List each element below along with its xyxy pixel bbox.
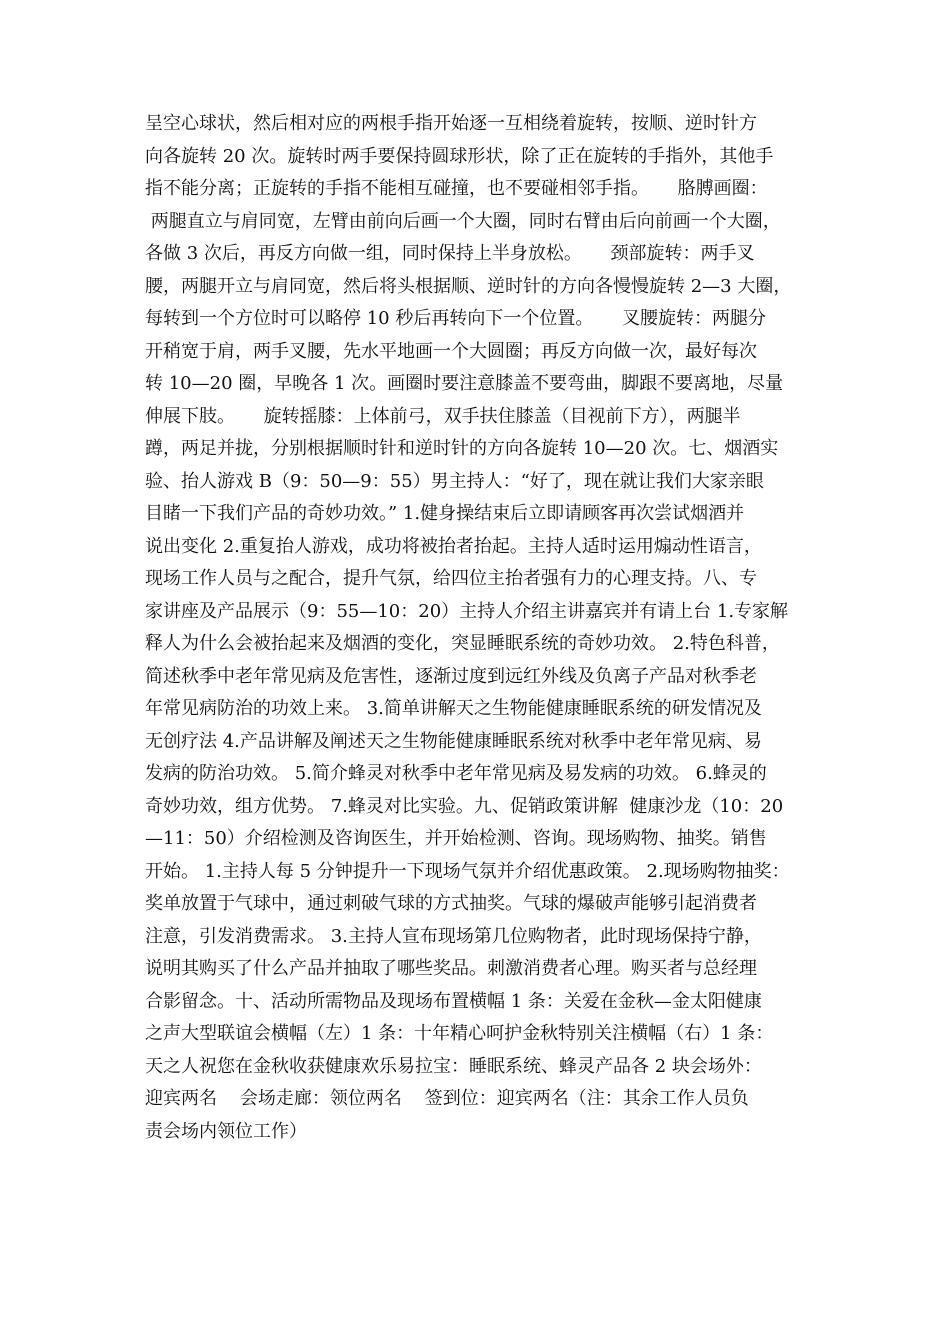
text-line: 转 10—20 圈，早晚各 1 次。画圈时要注意膝盖不要弯曲，脚跟不要离地，尽量 bbox=[145, 373, 784, 394]
text-line: 伸展下肢。 旋转摇膝：上体前弓，双手扶住膝盖（目视前下方），两腿半 bbox=[145, 405, 741, 427]
text-line: 奇妙功效，组方优势。 7.蜂灵对比实验。九、促销政策讲解 健康沙龙（10：20 bbox=[145, 795, 784, 817]
text-line: 呈空心球状，然后相对应的两根手指开始逐一互相绕着旋转，按顺、逆时针方 bbox=[145, 113, 757, 134]
text-line: 释人为什么会被抬起来及烟酒的变化，突显睡眠系统的奇妙功效。 2.特色科普， bbox=[145, 633, 780, 654]
text-line: 验、抬人游戏 B（9：50—9：55）男主持人：“好了，现在就让我们大家亲眼 bbox=[145, 470, 764, 492]
text-line: 每转到一个方位时可以略停 10 秒后再转向下一个位置。 叉腰旋转：两腿分 bbox=[145, 308, 766, 329]
text-line: —11：50）介绍检测及咨询医生，并开始检测、咨询。现场购物、抽奖。销售 bbox=[145, 828, 767, 849]
text-line: 蹲，两足并拢，分别根据顺时针和逆时针的方向各旋转 10—20 次。七、烟酒实 bbox=[145, 438, 779, 459]
text-line: 开稍宽于肩，两手叉腰，先水平地画一个大圆圈；再反方向做一次，最好每次 bbox=[145, 340, 757, 362]
text-line: 奖单放置于气球中，通过刺破气球的方式抽奖。气球的爆破声能够引起消费者 bbox=[145, 893, 757, 914]
text-line: 腰，两腿开立与肩同宽，然后将头根据顺、逆时针的方向各慢慢旋转 2—3 大圈， bbox=[145, 275, 792, 297]
text-line: 目睹一下我们产品的奇妙功效。” 1.健身操结束后立即请顾客再次尝试烟酒并 bbox=[145, 503, 745, 524]
text-line: 向各旋转 20 次。旋转时两手要保持圆球形状，除了正在旋转的手指外，其他手 bbox=[145, 145, 774, 167]
text-line: 之声大型联谊会横幅（左）1 条：十年精心呵护金秋特别关注横幅（右）1 条： bbox=[145, 1023, 774, 1044]
text-line: 家讲座及产品展示（9：55—10：20）主持人介绍主讲嘉宾并有请上台 1.专家解 bbox=[145, 600, 789, 622]
text-line: 简述秋季中老年常见病及危害性，逐渐过度到远红外线及负离子产品对秋季老 bbox=[145, 665, 757, 687]
text-line: 注意，引发消费需求。 3.主持人宣布现场第几位购物者，此时现场保持宁静， bbox=[145, 925, 762, 947]
text-line: 指不能分离；正旋转的手指不能相互碰撞，也不要碰相邻手指。 胳膊画圈： bbox=[145, 178, 768, 199]
text-line: 责会场内领位工作） bbox=[145, 1120, 307, 1142]
text-line: 发病的防治功效。 5.简介蜂灵对秋季中老年常见病及易发病的功效。 6.蜂灵的 bbox=[145, 763, 767, 784]
text-line: 无创疗法 4.产品讲解及阐述天之生物能健康睡眠系统对秋季中老年常见病、易 bbox=[145, 730, 762, 752]
text-line: 合影留念。十、活动所需物品及现场布置横幅 1 条：关爱在金秋—金太阳健康 bbox=[145, 990, 762, 1012]
text-line: 现场工作人员与之配合，提升气氛，给四位主抬者强有力的心理支持。八、专 bbox=[145, 568, 757, 589]
body-text bbox=[145, 108, 811, 1148]
text-line: 天之人祝您在金秋收获健康欢乐易拉宝：睡眠系统、蜂灵产品各 2 块会场外： bbox=[145, 1055, 762, 1077]
text-line: 开始。 1.主持人每 5 分钟提升一下现场气氛并介绍优惠政策。 2.现场购物抽奖： bbox=[145, 860, 790, 882]
text-line: 年常见病防治的功效上来。 3.简单讲解天之生物能健康睡眠系统的研发情况及 bbox=[145, 698, 762, 719]
text-line: 说明其购买了什么产品并抽取了哪些奖品。刺激消费者心理。购买者与总经理 bbox=[145, 958, 757, 979]
text-line: 迎宾两名 会场走廊：领位两名 签到位：迎宾两名（注：其余工作人员负 bbox=[145, 1088, 749, 1109]
text-line: 两腿直立与肩同宽，左臂由前向后画一个大圈，同时右臂由后向前画一个大圈， bbox=[145, 210, 781, 232]
text-line: 说出变化 2.重复抬人游戏，成功将被抬者抬起。主持人适时运用煽动性语言， bbox=[145, 535, 762, 557]
text-line: 各做 3 次后，再反方向做一组，同时保持上半身放松。 颈部旋转：两手叉 bbox=[145, 243, 755, 264]
